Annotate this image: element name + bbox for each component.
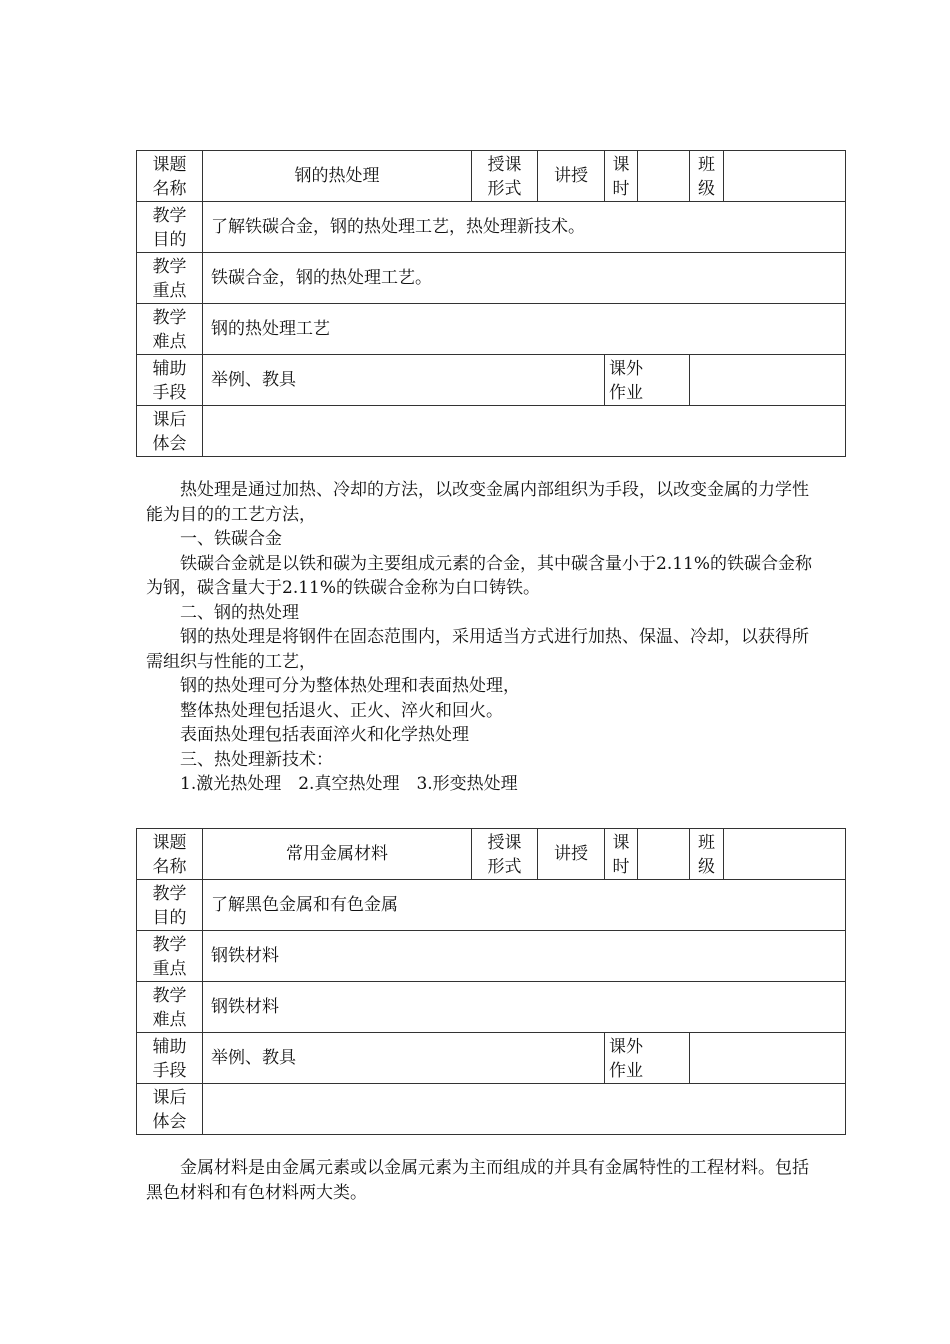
paragraph: 铁碳合金就是以铁和碳为主要组成元素的合金，其中碳含量小于2.11%的铁碳合金称为钢，碳含量大于2.11%的铁碳合金称为白口铸铁。 — [146, 553, 813, 598]
table-row — [137, 253, 846, 304]
aids-value: 举例、教具 — [203, 1033, 605, 1084]
table-row — [137, 202, 846, 253]
method-value: 讲授 — [538, 151, 605, 202]
aids-label: 辅助 手段 — [137, 1033, 203, 1084]
table-row — [137, 406, 846, 457]
section-heading: 二、钢的热处理 — [180, 602, 299, 623]
section-heading: 一、铁碳合金 — [180, 529, 282, 549]
class-value — [724, 829, 846, 880]
objective-label: 教学 目的 — [137, 880, 203, 931]
topic-value: 常用金属材料 — [203, 829, 472, 880]
hours-value — [638, 829, 690, 880]
difficulties-value: 钢的热处理工艺 — [203, 304, 846, 355]
paragraph: 表面热处理包括表面淬火和化学热处理 — [180, 725, 469, 745]
difficulties-label: 教学 难点 — [137, 304, 203, 355]
key-points-value: 钢铁材料 — [203, 931, 846, 982]
table-row — [137, 151, 846, 202]
topic-label: 课题 名称 — [137, 151, 203, 202]
lesson-plan-table-1 — [136, 150, 846, 457]
hours-label: 课 时 — [605, 151, 638, 202]
reflection-value — [203, 406, 846, 457]
aids-value: 举例、教具 — [203, 355, 605, 406]
key-points-label: 教学 重点 — [137, 253, 203, 304]
paragraph: 整体热处理包括退火、正火、淬火和回火。 — [180, 700, 503, 721]
aids-label: 辅助 手段 — [137, 355, 203, 406]
hours-value — [638, 151, 690, 202]
paragraph: 钢的热处理可分为整体热处理和表面热处理， — [180, 676, 520, 696]
table-row — [137, 829, 846, 880]
key-points-value: 铁碳合金，钢的热处理工艺。 — [203, 253, 846, 304]
section-heading: 三、热处理新技术： — [180, 749, 333, 770]
paragraph: 热处理是通过加热、冷却的方法，以改变金属内部组织为手段，以改变金属的力学性能为目的的工艺方法， — [146, 480, 809, 525]
homework-value — [690, 355, 846, 406]
homework-label: 课外 作业 — [605, 1033, 690, 1084]
table-row — [137, 1033, 846, 1084]
homework-label: 课外 作业 — [605, 355, 690, 406]
reflection-label: 课后 体会 — [137, 1084, 203, 1135]
difficulties-value: 钢铁材料 — [203, 982, 846, 1033]
table-row — [137, 880, 846, 931]
class-label: 班 级 — [690, 151, 724, 202]
hours-label: 课 时 — [605, 829, 638, 880]
body-text-1 — [146, 478, 816, 797]
table-row — [137, 304, 846, 355]
reflection-label: 课后 体会 — [137, 406, 203, 457]
homework-value — [690, 1033, 846, 1084]
objective-label: 教学 目的 — [137, 202, 203, 253]
body-text-2 — [146, 1156, 816, 1205]
class-value — [724, 151, 846, 202]
paragraph: 钢的热处理是将钢件在固态范围内，采用适当方式进行加热、保温、冷却，以获得所需组织与性能的工艺， — [146, 627, 809, 672]
list-item: 1.激光热处理 2.真空热处理 3.形变热处理 — [180, 774, 518, 794]
table-row — [137, 355, 846, 406]
topic-label: 课题 名称 — [137, 829, 203, 880]
table-row — [137, 1084, 846, 1135]
method-value: 讲授 — [538, 829, 605, 880]
method-label: 授课 形式 — [472, 829, 538, 880]
table-row — [137, 982, 846, 1033]
table-row — [137, 931, 846, 982]
objective-value: 了解铁碳合金，钢的热处理工艺，热处理新技术。 — [203, 202, 846, 253]
difficulties-label: 教学 难点 — [137, 982, 203, 1033]
topic-value: 钢的热处理 — [203, 151, 472, 202]
objective-value: 了解黑色金属和有色金属 — [203, 880, 846, 931]
lesson-plan-table-2 — [136, 828, 846, 1135]
reflection-value — [203, 1084, 846, 1135]
key-points-label: 教学 重点 — [137, 931, 203, 982]
paragraph: 金属材料是由金属元素或以金属元素为主而组成的并具有金属特性的工程材料。包括黑色材料和有色材料两大类。 — [146, 1158, 809, 1203]
class-label: 班 级 — [690, 829, 724, 880]
method-label: 授课 形式 — [472, 151, 538, 202]
